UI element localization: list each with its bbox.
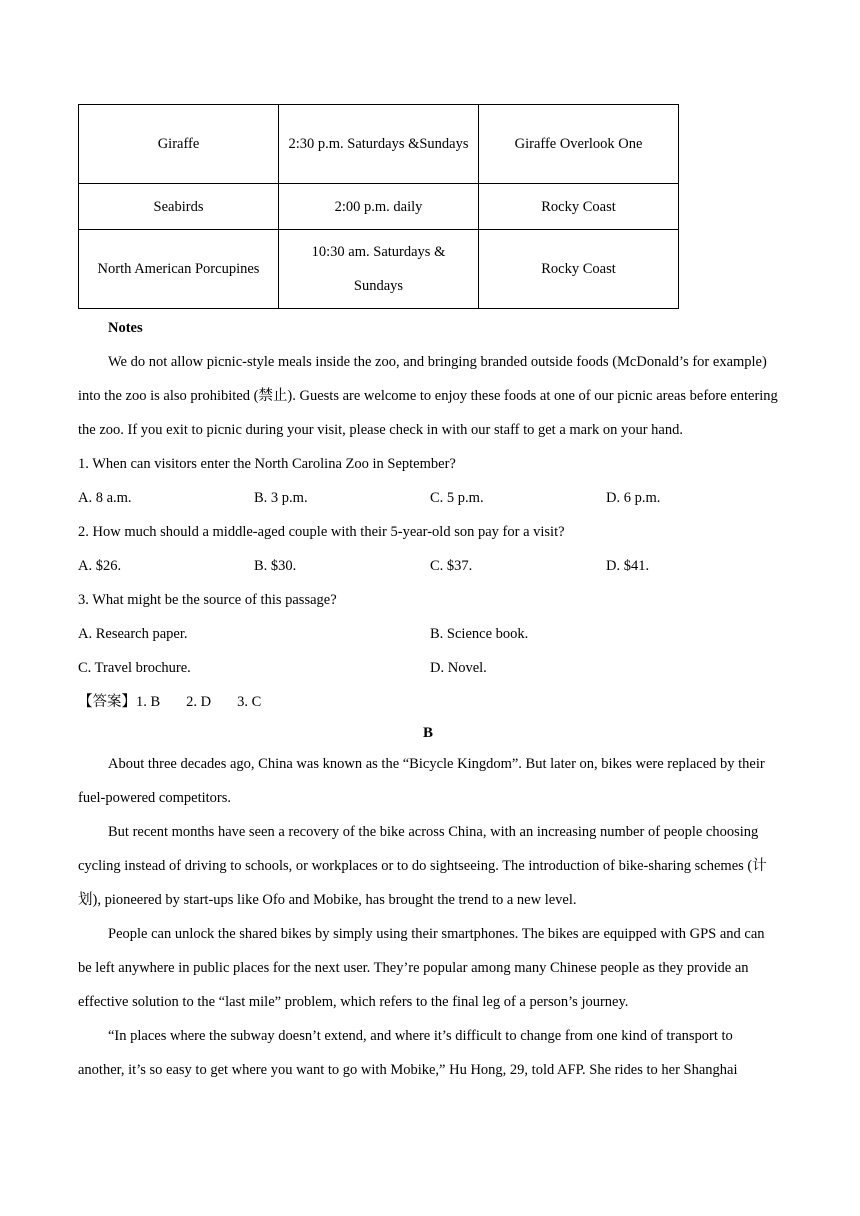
location-cell: Giraffe Overlook One — [479, 105, 679, 184]
table-row — [79, 105, 679, 184]
question-options — [78, 481, 778, 515]
passage-paragraph: About three decades ago, China was known as the “Bicycle Kingdom”. But later on, bikes were replaced by their fuel-powered competitors. — [78, 756, 765, 806]
answer-item: 3. C — [237, 694, 262, 710]
option-c: C. 5 p.m. — [430, 490, 484, 506]
option-b: B. Science book. — [430, 626, 529, 642]
notes-heading: Notes — [108, 320, 143, 336]
passage-paragraph: People can unlock the shared bikes by simply using their smartphones. The bikes are equipped with GPS and can be left anywhere in public places for the next user. They’re popular among many Chinese people as they provide an effective solution to the “last mile” problem, which refers to the final leg of a person’s journey. — [78, 926, 765, 1010]
option-b: B. $30. — [254, 558, 297, 574]
table-row — [79, 230, 679, 309]
answer-item: 2. D — [186, 694, 212, 710]
location-cell: Rocky Coast — [479, 184, 679, 230]
passage-paragraph: “In places where the subway doesn’t extend, and where it’s difficult to change from one kind of transport to another, it’s so easy to get where you want to go with Mobike,” Hu Hong, 29, told AFP. She rides to her Shanghai — [78, 1028, 738, 1078]
question-2 — [78, 515, 778, 583]
question-stem: 1. When can visitors enter the North Carolina Zoo in September? — [78, 456, 456, 472]
answer-key — [78, 685, 778, 719]
animal-cell: Seabirds — [79, 184, 279, 230]
option-b: B. 3 p.m. — [254, 490, 308, 506]
document-page — [78, 104, 778, 1087]
option-a: A. Research paper. — [78, 626, 188, 642]
passage-paragraph: But recent months have seen a recovery of the bike across China, with an increasing number of people choosing cycling instead of driving to schools, or workplaces or to do sightseeing. The introduction of bike-sharing schemes (计划), pioneered by start-ups like Ofo and Mobike, has brought the trend to a new level. — [78, 824, 767, 908]
option-d: D. 6 p.m. — [606, 490, 661, 506]
option-c: C. Travel brochure. — [78, 660, 191, 676]
notes-paragraph: We do not allow picnic-style meals inside the zoo, and bringing branded outside foods (McDonald’s for example) into the zoo is also prohibited (禁止). Guests are welcome to enjoy these foods at one of our picnic areas before entering the zoo. If you exit to picnic during your visit, please check in with our staff to get a mark on your hand. — [78, 354, 778, 438]
option-d: D. Novel. — [430, 660, 487, 676]
time-cell: 2:30 p.m. Saturdays &Sundays — [279, 105, 479, 184]
question-stem: 2. How much should a middle-aged couple with their 5-year-old son pay for a visit? — [78, 524, 565, 540]
section-heading: B — [422, 725, 433, 741]
option-a: A. 8 a.m. — [78, 490, 132, 506]
question-options — [78, 617, 778, 651]
question-options — [78, 549, 778, 583]
question-options — [78, 651, 778, 685]
time-cell: 10:30 am. Saturdays & Sundays — [279, 230, 479, 309]
answer-item: 1. B — [136, 694, 161, 710]
answer-label: 【答案】 — [78, 694, 136, 710]
table-row — [79, 184, 679, 230]
location-cell: Rocky Coast — [479, 230, 679, 309]
question-3 — [78, 583, 778, 685]
option-a: A. $26. — [78, 558, 122, 574]
schedule-table — [78, 104, 679, 309]
question-stem: 3. What might be the source of this passage? — [78, 592, 337, 608]
animal-cell: Giraffe — [79, 105, 279, 184]
time-cell: 2:00 p.m. daily — [279, 184, 479, 230]
option-d: D. $41. — [606, 558, 650, 574]
option-c: C. $37. — [430, 558, 473, 574]
animal-cell: North American Porcupines — [79, 230, 279, 309]
question-1 — [78, 447, 778, 515]
